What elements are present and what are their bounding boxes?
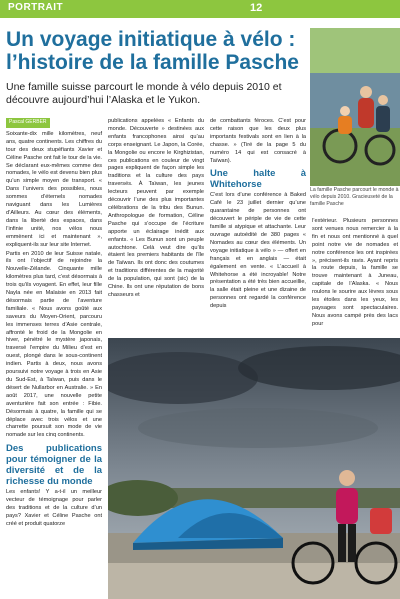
headline-line-1: Un voyage initiatique à vélo : [6, 28, 296, 51]
article-column-2 [108, 118, 204, 301]
author-badge: Pascal GERBER [6, 118, 50, 128]
tent-photo-illustration [108, 338, 400, 599]
paragraph: Partis en 2010 de leur Suisse natale, ils ont l’objectif de rejoindre la Nouvelle-Zélande. Cinquante mille kilomètres plus tard, c’est désormais à trois qu’ils voyagent. En effet, leur fille Nayla née en Malaisie en 2013 fait désormais partie de l’aventure familiale. « Nous avons goûté aux saveurs du Moyen-Orient, parcouru les immenses terres d’Asie centrale, affronté le froid de la Mongolie en hiver, pénétré le mystère japonais, traversé l’empire du Milieu d’est en ouest, plongé dans le sous-continent indien. Partis à deux, nous avons poursuivi notre voyage à trois en Asie du Sud-Est, à Taïwan, puis dans le désert de Nullarbor en Australie. » En août 2017, une nouvelle petite aventurière fait son entrée : Fibie. Désormais à quatre, la famille qui se déplace avec trois vélos et une charrette poursuit son mode de vie nomade sur les cinq continents. [6, 250, 102, 439]
article-column-4 [312, 218, 398, 330]
subheading: Des publications pour témoigner de la diversité et de la richesse du monde [6, 443, 102, 488]
headline-line-2: l’histoire de la famille Pasche [6, 51, 299, 74]
article-deck: Une famille suisse parcourt le monde à vélo depuis 2010 et découvre aujourd’hui l’Alaska et le Yukon. [6, 81, 282, 106]
paragraph: l’extérieur. Plusieurs personnes sont venues nous remercier à la fin et nous ont mentionné à quel point notre vie de nomades et notre conférence les ont inspirées », précisent-ils ravis. Ayant repris la route depuis, la famille se trouve maintenant à Juneau, capitale de l’Alaska. « Nous roulons le sourire aux lèvres sous les étoiles dans les yeux, les paysages sont spectaculaires. Nous avons campé près des lacs pour [312, 218, 398, 327]
paragraph: publications appelées « Enfants du monde. Découverte » destinées aux enfants francophones ainsi qu’au corps enseignant. Le Japon, la Corée, la Mongolie ou encore le Kirghizistan, ces publications en couleur de vingt pages expliquent de façon simple les traditions et la culture des pays traversés. À Taïwan, les jeunes lecteurs peuvent par exemple découvrir l’une des plus importantes célébrations de la tribu des Bunun. Anthropologue de formation, Céline Pasche qui s’occupe de l’écriture apporte un éclairage inédit aux enfants. « Les Bunun sont un peuple autochtone. Celà veut dire qu’ils étaient les premiers habitants de l’île de Taïwan. Ils ont donc des coutumes et traditions différentes de la majorité de la population, qui sont (sic) de la Chine. Ils ont une réputation de bons chasseurs et [108, 118, 204, 298]
paragraph: C’est lors d’une conférence à Baked Café le 23 juillet dernier qu’une quarantaine de personnes ont découvert le périple de vie de cette famille si atypique et attachante. Leur ouvrage autoédité de 380 pages « Nomades au cœur des éléments. Un voyage initiatique à vélo » — offert en français et en anglais — était également en vente. « L’accueil à Whitehorse a été incroyable! Notre présentation a été très bien accueillie, la salle était pleine et une dizaine de personnes ont regardé la conférence depuis [210, 192, 306, 310]
paragraph: de combattants féroces. C’est pour cette raison que les deux plus importants festivals sont en lien à la chasse. » (Tiré de la page 5 du numéro 14 qui est consacré à Taïwan). [210, 118, 306, 164]
section-label: PORTRAIT [8, 2, 64, 13]
page-number: 12 [250, 2, 263, 14]
article-column-1 [6, 118, 102, 530]
hero-photo [310, 28, 400, 186]
hero-caption: La famille Pasche parcourt le monde à vélo depuis 2010. Gracieuseté de la famille Pasche [310, 187, 399, 207]
hero-photo-illustration [310, 28, 400, 186]
tent-photo [108, 338, 400, 599]
subheading: Une halte à Whitehorse [210, 168, 306, 191]
article-headline [6, 28, 306, 74]
paragraph: Les enfants! Y a-t-il un meilleur vecteur de témoignage pour parler des traditions et de la culture d’un pays? Xavier et Céline Pasche ont créé et produit quatorze [6, 489, 102, 527]
section-header-bar [0, 0, 400, 18]
article-column-3 [210, 118, 306, 312]
paragraph: Soixante-dix mille kilomètres, neuf ans, quatre continents. Les chiffres du tour des deux stupéfiants Xavier et Céline Pasche ont fait le tour de la vie. Se déclarant eux-mêmes comme des nomades, le vélo est devenu bien plus qu’un simple moyen de transport. « Dans l’univers des possibles, nous sommes d’éternels nomades naviguant dans les Lumières d’Ailleurs. Au cœur des éléments, dans la liberté des espaces, dans l’infinie unité, nos vélos nous emmènent ici et maintenant », expliquent-ils sur leur site Internet. [6, 130, 102, 248]
